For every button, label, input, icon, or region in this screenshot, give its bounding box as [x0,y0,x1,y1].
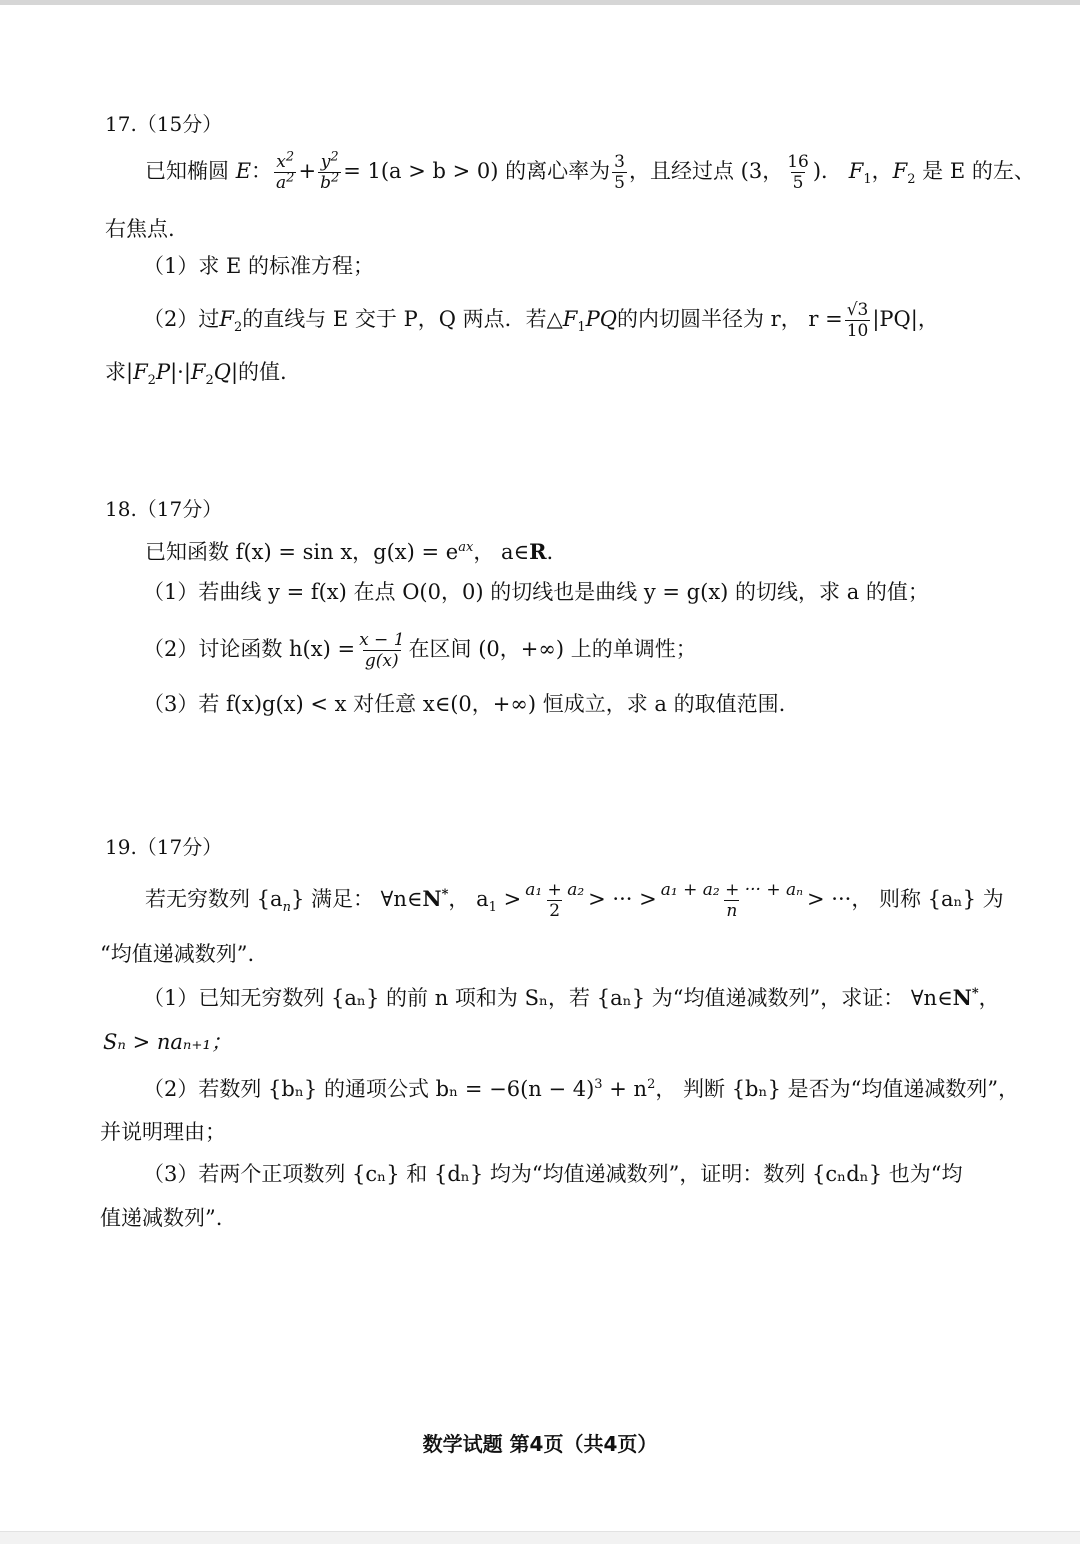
bottom-edge [0,1531,1080,1544]
q18-part2: （2）讨论函数 h(x) = $\frac{x - 1}{g(x)}$ 在区间 (0，+∞) 上的单调性； [143,630,697,671]
ellipse-y-term: $\frac{y^2}{b^2}$ [320,149,340,193]
top-edge [0,0,1080,5]
q17-stem-intro: 已知椭圆 [145,159,229,183]
q18-part1: （1）若曲线 y = f(x) 在点 O(0，0) 的切线也是曲线 y = g(x) 的切线，求 a 的值； [143,580,929,604]
q19-part3-cont: 值递减数列”. [100,1206,223,1230]
q18-stem: 已知函数 f(x) = sin x，$g(x) = e^{ax}$， a∈R. [145,539,554,564]
q19-heading: 19.（17分） [105,835,223,859]
q17-part2: （2）过$F_2$的直线与 E 交于 P，Q 两点．若$\triangle F_1PQ$的内切圆半径为 r， r = $\frac{√3}{10}$ |PQ|， [143,300,939,341]
q19-part3: （3）若两个正项数列 {cₙ} 和 {dₙ} 均为“均值递减数列”，证明：数列 {cₙdₙ} 也为“均 [143,1162,963,1186]
point-fraction: $\frac{16}{5}$ [787,152,809,193]
r-fraction: $\frac{√3}{10}$ [846,300,869,341]
page-footer: 数学试题 第4页（共4页） [422,1432,658,1456]
ellipse-condition: = 1(a > b > 0) 的离心率为 [343,159,611,183]
mean2-fraction: $\frac{\text{a₁ + a₂}}{2}$ [525,880,585,921]
h-fraction: $\frac{x - 1}{g(x)}$ [359,630,405,671]
q17-part2-cont: 求$|F_2P|\cdot|F_2Q|$的值. [105,360,287,389]
passes-through: ，且经过点 (3， [628,159,784,183]
q19-part1: （1）已知无穷数列 {aₙ} 的前 n 项和为 Sₙ，若 {aₙ} 为“均值递减数列”，求证： ∀n∈N*， [143,985,1000,1010]
q19-part2-cont: 并说明理由； [100,1120,226,1144]
ellipse-x-term: $\frac{x^2}{a^2}$ [276,149,295,193]
q17-part1: （1）求 E 的标准方程； [143,254,375,278]
meann-fraction: $\frac{\text{a₁ + a₂ + ··· + aₙ}}{n}$ [660,880,804,921]
q18-part3: （3）若 f(x)g(x) < x 对任意 x∈(0，+∞) 恒成立，求 a 的取值范围. [143,692,786,716]
q19-stem-cont: “均值递减数列”. [100,942,255,966]
foci-text: 是 E 的左、 [922,159,1035,183]
q18-heading: 18.（17分） [105,497,223,521]
q17-stem: 已知椭圆 E： $\frac{x^2}{a^2}$ + $\frac{y^2}{b^2}$ = 1(a > b > 0) 的离心率为 $\frac{3}{5}$ ，且经过点 (3， $\frac{16}{5}$ )． $F_1$，$F_2$ 是 E 的左、 [145,149,1035,193]
q19-part1-cont: Sₙ > naₙ₊₁； [103,1030,232,1054]
q17-stem-cont: 右焦点. [105,217,175,241]
eccentricity-fraction: $\frac{3}{5}$ [614,152,625,193]
q19-stem: 若无穷数列 $\{a_n\}$ 满足： ∀n∈N*， $a_1$ > $\frac{\text{a₁ + a₂}}{2}$ > ··· > $\frac{\text{a₁ + a₂ + ··· + aₙ}}{n}$ > ···， 则称 {aₙ} 为 [145,880,1004,921]
q19-part2: （2）若数列 {bₙ} 的通项公式 $b_n = -6(n - 4)^3 + n^2$， 判断 {bₙ} 是否为“均值递减数列”， [143,1077,1020,1101]
q17-heading: 17.（15分） [105,112,223,136]
